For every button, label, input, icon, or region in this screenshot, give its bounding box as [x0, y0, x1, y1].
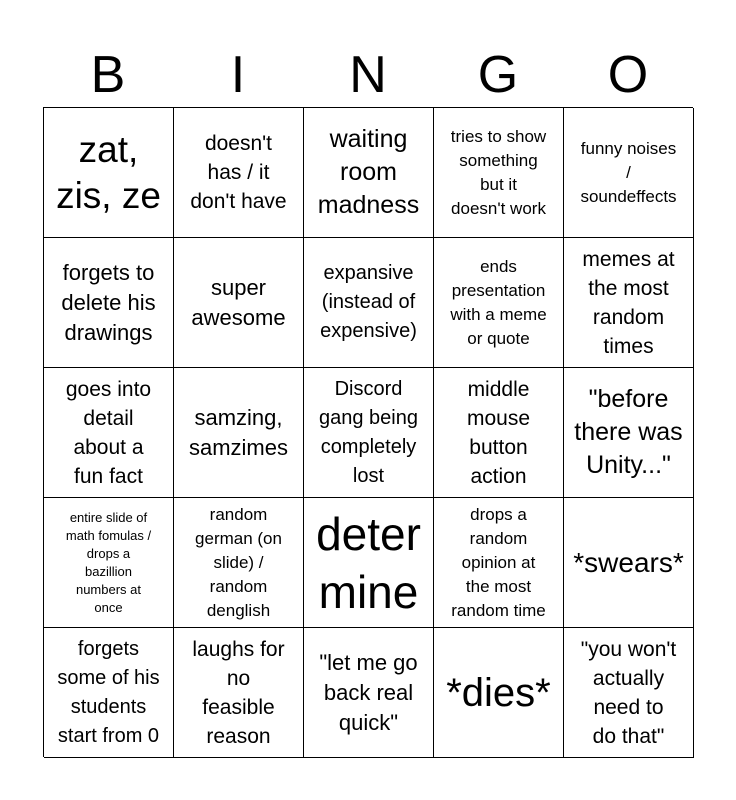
- bingo-cell[interactable]: [304, 238, 434, 368]
- cell-text: *swears*: [573, 547, 684, 578]
- cell-text: waiting room madness: [317, 125, 420, 219]
- bingo-cell[interactable]: [564, 108, 694, 238]
- header-letter-b: B: [90, 46, 126, 104]
- bingo-cell[interactable]: [434, 498, 564, 628]
- cell-text: "you won't actually need to do that": [580, 637, 677, 748]
- cell-text: entire slide of math fomulas / drops a bazillion numbers at once: [65, 509, 152, 615]
- bingo-cell[interactable]: [174, 238, 304, 368]
- header-letter-o: O: [607, 46, 649, 104]
- cell-text: "before there was Unity...": [574, 385, 683, 479]
- cell-text: forgets to delete his drawings: [61, 259, 156, 345]
- bingo-cell[interactable]: [174, 498, 304, 628]
- cell-text: expansive (instead of expensive): [320, 262, 417, 342]
- cell-text: laughs for no feasible reason: [192, 637, 285, 748]
- bingo-cell[interactable]: [564, 498, 694, 628]
- cell-text: memes at the most random times: [582, 247, 675, 358]
- bingo-cell[interactable]: [174, 368, 304, 498]
- cell-text: tries to show something but it doesn't work: [450, 126, 547, 218]
- bingo-cell[interactable]: [304, 628, 434, 758]
- bingo-cell[interactable]: [434, 628, 564, 758]
- bingo-cell[interactable]: [564, 368, 694, 498]
- bingo-cell[interactable]: [44, 628, 174, 758]
- cell-text: random german (on slide) / random denglish: [195, 504, 282, 620]
- bingo-board: [43, 107, 693, 757]
- bingo-cell[interactable]: [174, 108, 304, 238]
- bingo-cell[interactable]: [304, 368, 434, 498]
- bingo-cell[interactable]: [564, 238, 694, 368]
- header-letter-n: N: [349, 46, 387, 104]
- header-letter-g: G: [477, 46, 519, 104]
- bingo-cell[interactable]: [434, 108, 564, 238]
- cell-text: middle mouse button action: [466, 377, 531, 488]
- cell-text: "let me go back real quick": [319, 649, 418, 735]
- bingo-cell[interactable]: [434, 238, 564, 368]
- bingo-cell[interactable]: [174, 628, 304, 758]
- cell-text: funny noises / soundeffects: [580, 138, 677, 206]
- cell-text: deter mine: [316, 507, 421, 618]
- cell-text: forgets some of his students start from 0: [57, 637, 160, 747]
- bingo-cell[interactable]: [434, 368, 564, 498]
- cell-text: super awesome: [191, 274, 286, 330]
- bingo-header: [43, 44, 693, 106]
- header-letter-i: I: [230, 46, 246, 104]
- bingo-cell[interactable]: [304, 108, 434, 238]
- bingo-cell[interactable]: [44, 498, 174, 628]
- bingo-cell[interactable]: [44, 368, 174, 498]
- cell-text: drops a random opinion at the most random time: [451, 504, 546, 620]
- bingo-cell[interactable]: [44, 238, 174, 368]
- cell-text: Discord gang being completely lost: [319, 377, 418, 487]
- bingo-cell[interactable]: [304, 498, 434, 628]
- bingo-cell[interactable]: [44, 108, 174, 238]
- bingo-cell[interactable]: [564, 628, 694, 758]
- cell-text: samzing, samzimes: [188, 404, 288, 460]
- cell-text: doesn't has / it don't have: [190, 132, 287, 213]
- cell-text: goes into detail about a fun fact: [65, 377, 152, 488]
- cell-text: *dies*: [446, 670, 551, 715]
- cell-text: zat, zis, ze: [56, 128, 161, 216]
- cell-text: ends presentation with a meme or quote: [450, 256, 547, 348]
